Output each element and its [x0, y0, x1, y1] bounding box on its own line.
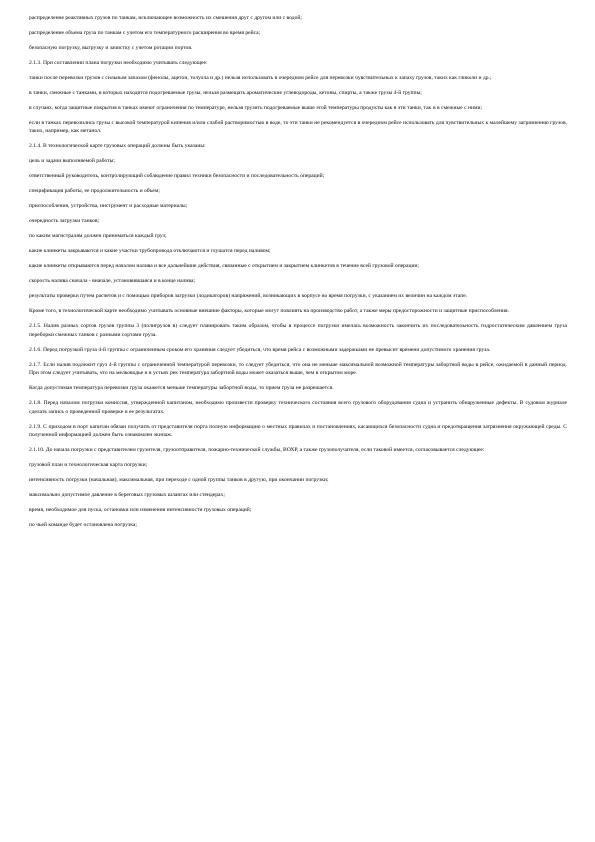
paragraph: если в танках перевозились грузы с высокой температурой кипения и/или слабой растворимостью в воде, то эти танки не рекомендуется в очередном рейсе использовать для чувствительных к малейшему загрязнению грузов, таких, например, как метанол.	[29, 120, 567, 135]
section-paragraph: 2.1.9. С приходом в порт капитан обязан получить от представителя порта полную информацию о местных правилах и постановлениях, касающихся безопасности судна и предотвращения загрязнения окружающей среды. С полученной информацией должен быть ознакомлен экипаж.	[29, 423, 567, 439]
list-item: интенсивность погрузки (начальная), максимальная, при переходе с одной группы танков в другую, при окончании погрузки;	[29, 477, 329, 484]
list-item: грузовой план и технологическая карта погрузки;	[29, 462, 148, 469]
document-page	[29, 14, 567, 536]
section-heading: 2.1.4. В технологической карте грузовых операций должны быть указаны:	[29, 143, 206, 150]
list-item: результаты проверки путем расчетов и с помощью приборов загрузки (лодикаторов) напряжений, возникающих в корпусе во время погрузки, с указанием их величин на каждом этапе.	[29, 293, 468, 300]
section-paragraph: 2.1.8. Перед началом погрузки комиссия, утвержденной капитаном, необходимо произвести проверку технического состояния всего грузового оборудования судна и устранить обнаруженные дефекты. В судовом журнале сделать запись о проведенной проверке и ее результатах.	[29, 400, 567, 415]
section-paragraph: 2.1.7. Если налив подлежит груз 4-й группы с ограниченной температурой перевозки, то следует убедиться, что она не меньше максимальной возможной температуры забортной воды в рейсе, ожидаемой в данный период. При этом следует учитывать, что на мелководье и в устьях рек температура забортной воды может оказаться выше, чем в открытом море.	[29, 361, 567, 377]
section-paragraph: 2.1.5. Налив разных сортов грузов группы 3 (полигрузов в) следует планировать таким образом, чтобы в процессе погрузки имелась возможность закончить их последовательность гидростатическим давлением груза переборки смежных танков с разными сортами груза.	[29, 323, 567, 338]
list-item: приспособления, устройства, инструмент и расходные материалы;	[29, 203, 188, 210]
section-heading: 2.1.3. При составлении плана погрузки необходимо учитывать следующее:	[29, 60, 208, 66]
list-item: по чьей команде будет остановлена погрузка;	[29, 522, 137, 529]
paragraph: Кроме того, в технологической карте необходимо учитывать основные внешние факторы, которые могут повлиять на производство работ, а также меры предосторожности и защитные приспособления.	[29, 308, 510, 315]
list-item: цель и задачи выполняемой работы;	[29, 158, 115, 165]
list-item: какие клинкеты закрываются и какие участки трубопровода отключаются и глушатся перед наливом;	[29, 248, 271, 255]
paragraph: Когда допустимая температура перевозки груза окажется меньше температуры забортной воды, то прием груза не разрешается.	[29, 385, 334, 392]
section-paragraph: 2.1.6. Перед погрузкой груза 4-й группы с ограниченным сроком его хранения следует убедиться, что время рейса с возможными задержками не превысит времени допустимого хранения груза.	[29, 346, 491, 353]
paragraph: распределение объема груза по танкам с учетом его температурного расширения во время рейса;	[29, 30, 261, 36]
paragraph: распределение реактивных грузов по танкам, исключающее возможность их смешения друг с другом или с водой;	[29, 15, 302, 21]
paragraph: танки после перевозки грузов с сильным запахом (фенолы, ацетон, толуола и др.) нельзя использовать в очередном рейсе для перевозки чувствительных к запаху грузов, таких как гликоли и др.;	[29, 75, 492, 81]
list-item: спецификация работы, ее продолжительность и объем;	[29, 188, 160, 195]
paragraph: в танки, смежные с танками, в которых находятся подогреваемые грузы, нельзя размещать ароматические углеводороды, кетоны, спирты, а также грузы 4-й группы;	[29, 90, 422, 96]
paragraph: в случаях, когда защитные покрытия в танках имеют ограничения по температуре, нельзя грузить подогреваемые выше этой температуры продукты как в эти танки, так и в смежные с ними;	[29, 105, 483, 111]
list-item: скорость налива сначала - вначале, установившаяся и в конце налива;	[29, 278, 196, 285]
list-item: по каким магистралям должен приниматься каждый груз;	[29, 233, 167, 240]
list-item: время, необходимое для пуска, остановки или изменения интенсивности грузовых операций;	[29, 507, 252, 514]
section-paragraph: 2.1.10. До начала погрузки с представителем грузителя, грузоотправителя, пожарно-технической службы, ВОХР, а также грузополучателя, если таковой имеется, согласовывается следующее:	[29, 447, 485, 454]
list-item: максимально допустимое давление в береговых грузовых шлангах или стендерах;	[29, 492, 225, 499]
paragraph: безопасную погрузку, выгрузку и зачистку с учетом ротации портов.	[29, 45, 193, 51]
list-item: ответственный руководитель, контролирующий соблюдение правил техники безопасности и последовательность операций;	[29, 173, 325, 180]
list-item: очередность загрузки танков;	[29, 218, 100, 225]
list-item: какие клинкеты открываются перед началом налива и все дальнейшие действия, связанные с открытием и закрытием клинкетов в течение всей грузовой операции;	[29, 263, 419, 270]
